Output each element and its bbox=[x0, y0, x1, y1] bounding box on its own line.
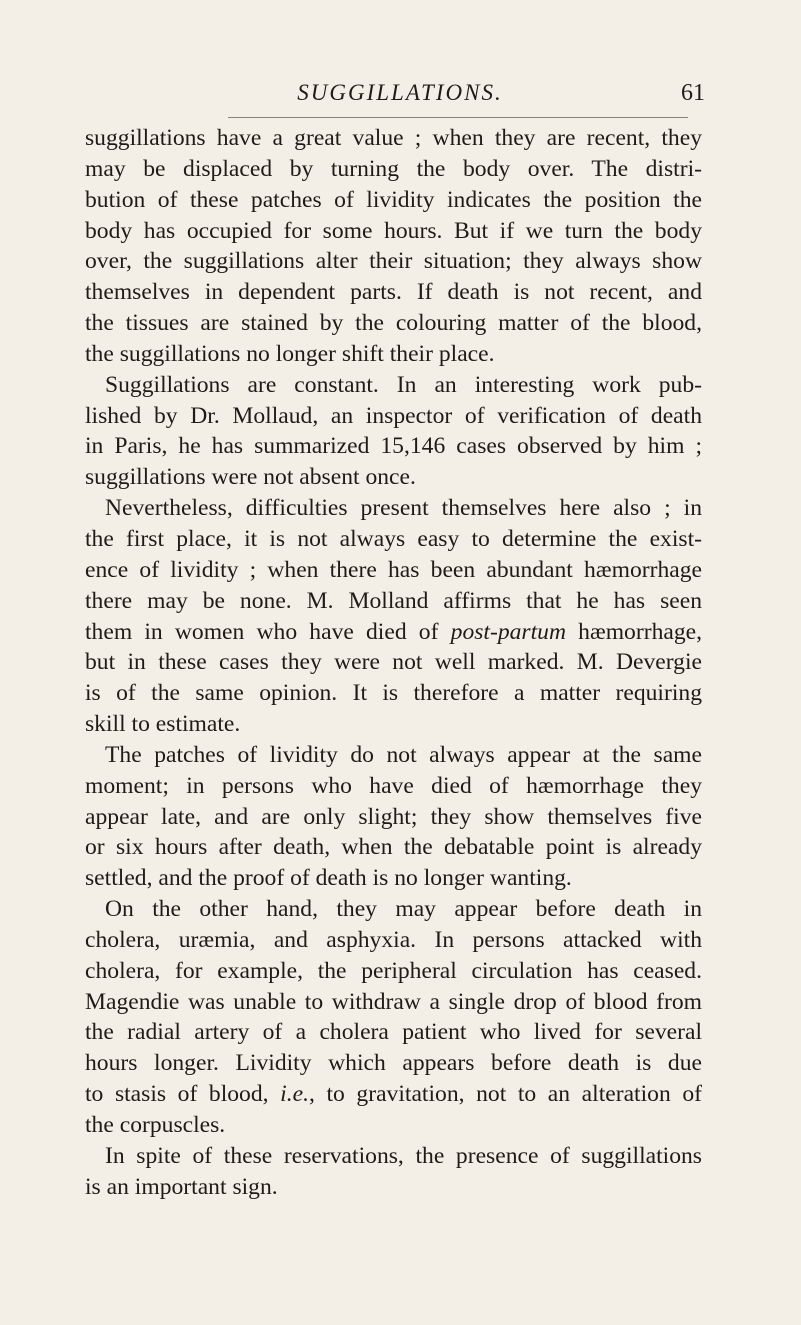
text-line: In spite of these reservations, the presence of suggillations bbox=[105, 1142, 702, 1169]
text-line: is an important sign. bbox=[85, 1173, 278, 1200]
text-line: there may be none. M. Molland affirms that he has seen bbox=[85, 587, 702, 614]
text-segment: , to gravitation, not to an alteration of bbox=[308, 1081, 702, 1108]
text-line: lished by Dr. Mollaud, an inspector of verification of death bbox=[85, 402, 702, 429]
text-line: cholera, for example, the peripheral circulation has ceased. bbox=[85, 957, 702, 984]
text-line: suggillations were not absent once. bbox=[85, 464, 416, 491]
text-line: On the other hand, they may appear before death in bbox=[105, 896, 702, 923]
text-line: but in these cases they were not well marked. M. Devergie bbox=[85, 649, 702, 676]
body-text bbox=[85, 123, 702, 1203]
running-title: SUGGILLATIONS. bbox=[297, 80, 503, 105]
text-line: in Paris, he has summarized 15,146 cases observed by him ; bbox=[85, 433, 702, 460]
text-line: or six hours after death, when the debatable point is already bbox=[85, 834, 702, 861]
text-segment: to stasis of blood, bbox=[85, 1081, 281, 1108]
text-line: the first place, it is not always easy to determine the exist- bbox=[85, 525, 702, 552]
text-line: body has occupied for some hours. But if we turn the body bbox=[85, 217, 702, 244]
text-line: bution of these patches of lividity indicates the position the bbox=[85, 186, 702, 213]
text-line: the suggillations no longer shift their place. bbox=[85, 340, 495, 367]
running-head bbox=[100, 78, 705, 108]
text-line: Magendie was unable to withdraw a single drop of blood from bbox=[85, 988, 702, 1015]
text-segment: them in women who have died of bbox=[85, 618, 451, 645]
text-line-with-italic bbox=[85, 1079, 702, 1110]
text-line: skill to estimate. bbox=[85, 711, 241, 738]
text-line: The patches of lividity do not always appear at the same bbox=[105, 741, 702, 768]
header-rule bbox=[228, 117, 688, 118]
text-line: the corpuscles. bbox=[85, 1112, 226, 1138]
page-number: 61 bbox=[681, 80, 705, 106]
text-line: themselves in dependent parts. If death is not recent, and bbox=[85, 279, 702, 306]
italic-term: post-partum bbox=[450, 618, 566, 645]
text-line-with-italic bbox=[85, 617, 702, 648]
text-line: the radial artery of a cholera patient who lived for several bbox=[85, 1019, 702, 1046]
text-line: suggillations have a great value ; when they are recent, they bbox=[85, 125, 702, 151]
text-line: Nevertheless, difficulties present themselves here also ; in bbox=[105, 495, 702, 522]
text-line: over, the suggillations alter their situation; they always show bbox=[85, 248, 702, 275]
text-line: cholera, uræmia, and asphyxia. In persons attacked with bbox=[85, 926, 702, 953]
text-line: settled, and the proof of death is no longer wanting. bbox=[85, 865, 572, 892]
text-segment: hæmorrhage, bbox=[566, 618, 703, 645]
italic-term: i.e. bbox=[280, 1081, 309, 1108]
text-line: may be displaced by turning the body over. The distri- bbox=[85, 155, 702, 182]
text-line: the tissues are stained by the colouring matter of the blood, bbox=[85, 310, 702, 337]
text-line: ence of lividity ; when there has been abundant hæmorrhage bbox=[85, 556, 702, 583]
text-line: is of the same opinion. It is therefore a matter requiring bbox=[85, 680, 702, 707]
text-line: Suggillations are constant. In an interesting work pub- bbox=[105, 371, 702, 398]
text-line: appear late, and are only slight; they show themselves five bbox=[85, 803, 702, 830]
text-line: moment; in persons who have died of hæmorrhage they bbox=[85, 772, 702, 799]
text-line: hours longer. Lividity which appears before death is due bbox=[85, 1050, 702, 1077]
